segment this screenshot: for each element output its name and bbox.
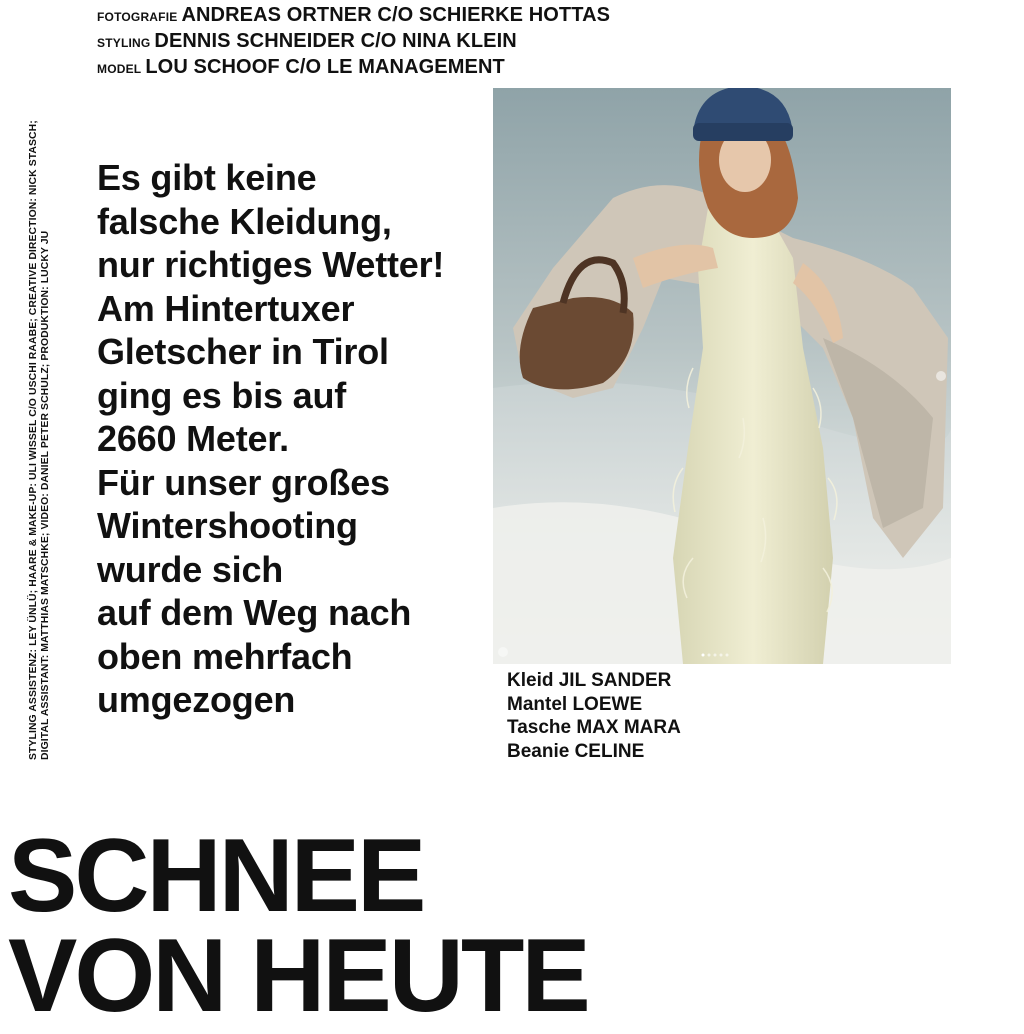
intro-line: Es gibt keine (97, 157, 317, 198)
outfit-credits (507, 669, 681, 763)
outfit-item: Mantel LOEWE (507, 693, 643, 715)
credit-role: STYLING (97, 36, 151, 50)
credit-role: MODEL (97, 62, 142, 76)
intro-line: wurde sich (97, 548, 284, 590)
credit-styling (97, 29, 610, 55)
intro-line: auf dem Weg nach (97, 592, 412, 633)
headline-line-2: VON HEUTE (8, 918, 588, 1034)
headline-line-1: SCHNEE (8, 818, 424, 934)
intro-line: ging es bis auf (97, 374, 347, 416)
credit-role: FOTOGRAFIE (97, 10, 178, 24)
credit-photography (97, 3, 610, 29)
fashion-photo-illustration (493, 88, 951, 664)
intro-line: umgezogen (97, 679, 296, 720)
outfit-item: Tasche MAX MARA (507, 717, 681, 738)
credit-name: DENNIS SCHNEIDER C/O NINA KLEIN (154, 30, 517, 52)
intro-line: oben mehrfach (97, 635, 353, 677)
intro-text (97, 156, 497, 722)
photo-credits (97, 3, 610, 81)
side-credits-line: STYLING ASSISTENZ: LEY ÜNLÜ; HAARE & MAKE-UP: ULI WISSEL C/O USCHI RAABE; CREATIVE DIRECTION: NICK STASCH; (28, 120, 39, 760)
vertical-production-credits (28, 120, 52, 760)
intro-line: Wintershooting (97, 505, 358, 546)
outfit-item: Kleid JIL SANDER (507, 670, 672, 691)
credit-name: LOU SCHOOF C/O LE MANAGEMENT (145, 56, 505, 78)
credit-model (97, 55, 610, 81)
fashion-photo (493, 88, 951, 664)
intro-line: falsche Kleidung, (97, 200, 392, 242)
intro-line: Für unser großes (97, 461, 390, 503)
intro-line: nur richtiges Wetter! (97, 244, 445, 285)
intro-line: Am Hintertuxer (97, 287, 355, 329)
side-credits-line: DIGITAL ASSISTANT: MATTHIAS MATSCHKE; VIDEO: DANIEL PETER SCHULZ; PRODUKTION: LUCKY JU (40, 230, 51, 760)
outfit-item: Beanie CELINE (507, 740, 645, 762)
intro-line: Gletscher in Tirol (97, 331, 389, 372)
credit-name: ANDREAS ORTNER C/O SCHIERKE HOTTAS (181, 4, 611, 26)
intro-line: 2660 Meter. (97, 418, 289, 459)
headline (8, 818, 588, 1034)
